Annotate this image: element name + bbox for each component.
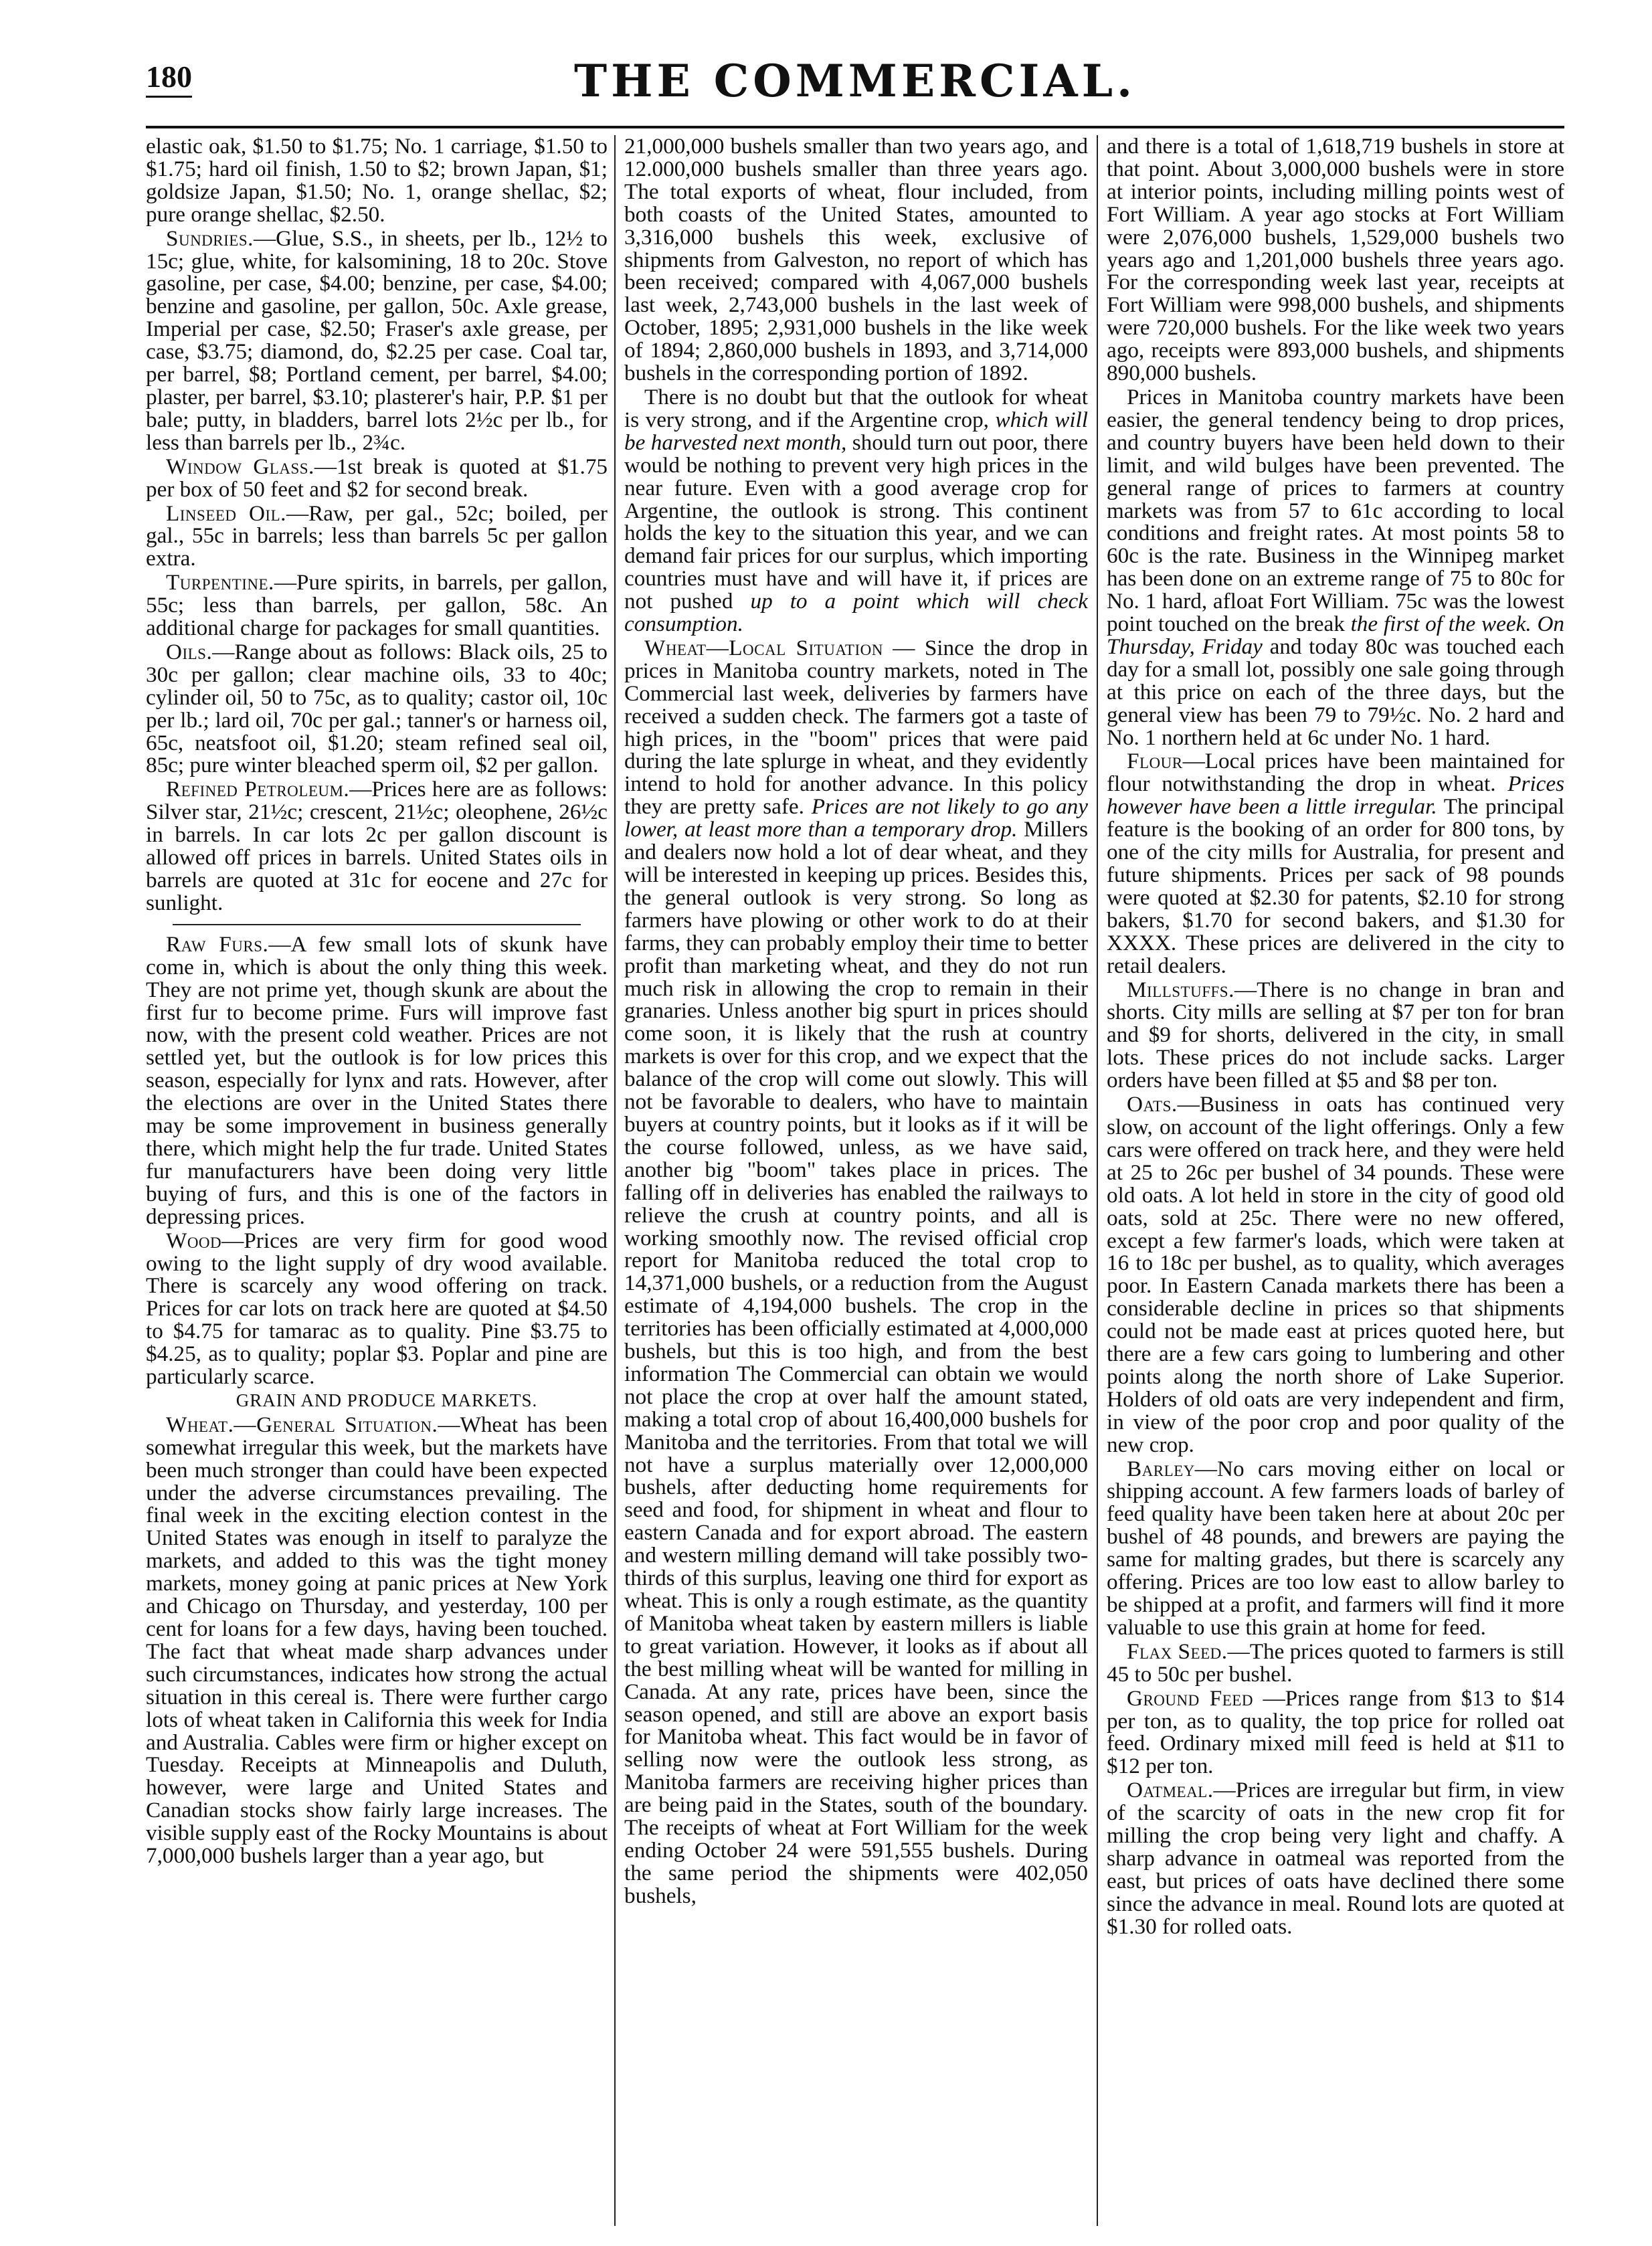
item-lead: Turpentine. [166,570,274,595]
item-body: —Business in oats has continued very slow, on account of the light offerings. Only a few cars were offered on track here, and they were held at 25 to 26c per bushel of 34 pounds. These were old oats. A lot held in store in the city of good old oats, sold at 25c. There were no new offered, except a few farmer's loads, which were taken at 16 to 18c per bushel, as to quality, which averages poor. In Eastern Canada markets there has been a considerable decline in prices so that shipments could not be made east at prices quoted here, but there are a few cars going to lumbering and other points along the north shore of Lake Superior. Holders of old oats are very independent and firm, in view of the poor crop and poor quality of the new crop. [1107,1092,1564,1457]
item-body: —Prices are very firm for good wood owing to the light supply of dry wood available. There is scarcely any wood offering on track. Prices for car lots on track here are quoted at $4.50 to $4.75 for tamarac as to quality. Pine $3.75 to $4.25, as to quality; poplar $3. Poplar and pine are particularly scarce. [146,1228,608,1390]
item-body: —Range about as follows: Black oils, 25 to 30c per gallon; clear machine oils, 33 to 40c; cylinder oil, 50 to 75c, as to quality; castor oil, 10c per lb.; lard oil, 70c per gal.; tanner's or harness oil, 65c, neatsfoot oil, $1.20; steam refined seal oil, 85c; pure winter bleached sperm oil, $2 per gallon. [146,639,608,778]
paragraph: elastic oak, $1.50 to $1.75; No. 1 carriage, $1.50 to $1.75; hard oil finish, 1.50 to $2; brown Japan, $1; goldsize Japan, $1.50; No. 1, orange shellac, $2; pure orange shellac, $2.50. [146,135,608,227]
paragraph-flax-seed [1107,1641,1564,1686]
paragraph-ground-feed [1107,1687,1564,1778]
italic-run: up to a point which will check consumption. [624,589,1088,637]
text-run: There is no doubt but that the outlook for wheat is very strong, and if the Argentine crop, [624,384,1088,432]
paragraph-window-glass [146,456,608,501]
page-number: 180 [146,59,192,98]
paragraph-country-prices [1107,386,1564,749]
paragraph-turpentine [146,571,608,640]
text-run: Prices in Manitoba country markets have been easier, the general tendency being to drop prices, and country buyers have been held down to their limit, and wild bulges have been prevented. The general range of prices to farmers at country markets was from 57 to 61c according to local conditions and freight rates. At most points 58 to 60c is the rate. Business in the Winnipeg market has been done on an extreme range of 75 to 80c for No. 1 hard, afloat Fort William. 75c was the lowest point touched on the break [1107,384,1564,637]
item-lead: Oatmeal. [1127,1778,1214,1803]
paragraph: 21,000,000 bushels smaller than two years ago, and 12.000,000 bushels smaller than three years ago. The total exports of wheat, flour included, from both coasts of the United States, amounted to 3,316,000 bushels this week, exclusive of shipments from Galveston, no report of which has been received; compared with 4,067,000 bushels last week, 2,743,000 bushels in the last week of October, 1895; 2,931,000 bushels in the like week of 1894; 2,860,000 bushels in 1893, and 3,714,000 bushels in the corresponding portion of 1892. [624,135,1088,386]
item-body: —Glue, S.S., in sheets, per lb., 12½ to 15c; glue, white, for kalsomining, 18 to 20c. Stove gasoline, per case, $4.00; benzine, per case, $4.00; benzine and gasoline, per gallon, 50c. Axle grease, Imperial per case, $2.50; Fraser's axle grease, per case, $3.75; diamond, do, $2.25 per case. Coal tar, per barrel, $8; Portland cement, per barrel, $4.00; plaster, per barrel, $3.10; plasterer's hair, P.P. $1 per bale; putty, in bladders, barrel lots 2½c per lb., for less than barrels per lb., 2¾c. [146,225,608,455]
item-body: —The prices quoted to farmers is still 45 to 50c per bushel. [1107,1639,1564,1687]
paragraph-wheat-local [624,637,1088,1907]
section-divider [173,924,581,925]
item-body: —Pure spirits, in barrels, per gallon, 55c; less than barrels, per gallon, 58c. An additional charge for packages for small quantities. [146,570,608,641]
italic-run: Prices however have been a little irregular. [1107,771,1564,820]
column-1 [146,135,608,2226]
item-lead: Flour [1127,749,1183,774]
item-lead: Wood [166,1228,222,1253]
paragraph-oats [1107,1093,1564,1457]
item-lead: Flax Seed. [1127,1639,1228,1664]
italic-run: the first of the week. On Thursday, Friday [1107,612,1564,659]
text-run: should turn out poor, there would be nothing to prevent very high prices in the near future. Even with a good average crop for Argentine, the outlook is strong. This continent holds the key to the situation this year, and we can demand fair prices for our surplus, which importing countries must have and will have it, if prices are not pushed [624,430,1088,614]
item-lead: Wheat.—General Situation. [166,1412,438,1437]
item-body: —Wheat has been somewhat irregular this week, but the markets have been much stronger than could have been expected under the adverse circumstances prevailing. The final week in the exciting election contest in the United States was enough in itself to paralyze the markets, and added to this was the tight money markets, money going at panic prices at New York and Chicago on Thursday, and yesterday, 100 per cent for loans for a few days, having been touched. The fact that wheat made sharp advances under such circumstances, indicates how strong the actual situation in this cereal is. There were further cargo lots of wheat taken in California this week for India and Australia. Cables were firm or higher except on Tuesday. Receipts at Minneapolis and Duluth, however, were large and United States and Canadian stocks show fairly large increases. The visible supply east of the Rocky Mountains is about 7,000,000 bushels larger than a year ago, but [146,1412,608,1869]
item-body: —There is no change in bran and shorts. City mills are selling at $7 per ton for bran and $9 for shorts, delivered in the city, in small lots. These prices do not include sacks. Larger orders have been filled at $5 and $8 per ton. [1107,977,1564,1093]
item-lead: Oils. [166,639,213,664]
item-lead: Wheat—Local Situation [644,635,883,660]
item-body: —Prices range from $13 to $14 per ton, as to quality, the top price for rolled oat feed. Ordinary mixed mill feed is held at $11 to $12 per ton. [1107,1685,1564,1779]
item-body: —No cars moving either on local or shipping account. A few farmers loads of barley of feed quality have been taken here at about 20c per bushel of 48 pounds, and brewers are paying the same for malting grades, but there is scarcely any offering. Prices are too low east to allow barley to be shipped at a profit, and farmers will find it more valuable to use this grain at home for feed. [1107,1456,1564,1640]
paragraph-linseed-oil [146,502,608,571]
item-lead: Oats. [1127,1092,1178,1117]
masthead-title: THE COMMERCIAL. [573,55,1137,107]
column-3 [1107,135,1564,2226]
item-body: —Raw, per gal., 52c; boiled, per gal., 55c in barrels; less than barrels 5c per gallon extra. [146,500,608,571]
item-body: The principal feature is the booking of an order for 800 tons, by one of the city mills for Australia, for present and future shipments. Prices per sack of 98 pounds were quoted at $2.30 for patents, $2.10 for strong bakers, $1.70 for second bakers, and $1.30 for XXXX. These prices are delivered in the city to retail dealers. [1107,794,1564,978]
paragraph-barley [1107,1458,1564,1639]
item-lead: Window Glass. [166,454,314,479]
item-lead: Linseed Oil. [166,500,286,526]
paragraph-wheat-general [146,1414,608,1867]
item-lead: Refined Petroleum. [166,777,350,802]
paragraph-oils [146,641,608,777]
column-2 [624,135,1088,2226]
paragraph: and there is a total of 1,618,719 bushels in store at that point. About 3,000,000 bushels were in store at interior points, including milling points west of Fort William. A year ago stocks at Fort William were 2,076,000 bushels, 1,529,000 bushels two years ago and 1,201,000 bushels three years ago. For the corresponding week last year, receipts at Fort William were 998,000 bushels, and shipments were 720,000 bushels. For the like week two years ago, receipts were 893,000 bushels, and shipments 890,000 bushels. [1107,135,1564,386]
paragraph-wood [146,1230,608,1388]
column-divider [614,135,616,2226]
item-body: Millers and dealers now hold a lot of dear wheat, and they will be interested in keeping up prices. Besides this, the general outlook is very strong. So long as farmers have plowing or other work to do at their farms, they can probably employ their time to better profit than marketing wheat, and they do not run much risk in allowing the crop to remain in their granaries. Unless another big spurt in prices should come soon, it is likely that the rush at country markets is over for this crop, and we expect that the balance of the crop will come out slowly. This will not be favorable to dealers, who have to maintain buyers at country points, but it looks as if it will be the course followed, unless, as we have said, another big "boom" takes place in prices. The falling off in deliveries has enabled the railways to relieve the crush at country points, and all is working smoothly now. The revised official crop report for Manitoba reduced the total crop to 14,371,000 bushels, or a reduction from the August estimate of 4,194,000 bushels. The crop in the territories has been officially estimated at 4,000,000 bushels, but this is too high, and from the best information The Commercial can obtain we would not place the crop at over half the amount stated, making a total crop of about 16,400,000 bushels for Manitoba and the territories. From that total we will not have a surplus materially over 12,000,000 bushels, after deducting home requirements for seed and food, for shipment in wheat and flour to eastern Canada and for export abroad. The eastern and western milling demand will take possibly two-thirds of this surplus, leaving one third for export as wheat. This is only a rough estimate, as the quantity of Manitoba wheat taken by eastern millers is liable to great variation. However, it looks as if about all the best milling wheat will be wanted for milling in Canada. At any rate, prices have been, since the season opened, and still are above an export basis for Manitoba wheat. This fact would be in favor of selling now were the outlook less strong, as Manitoba farmers are receiving higher prices than are being paid in the States, south of the boundary. The receipts of wheat at Fort William for the week ending October 24 were 591,555 bushels. During the same period the shipments were 402,050 bushels, [624,817,1088,1908]
paragraph-petroleum [146,778,608,914]
item-body: —Prices are irregular but firm, in view of the scarcity of oats in the new crop fit for milling the crop being very light and chaffy. A sharp advance in oatmeal was reported from the east, but prices of oats have declined there some since the advance in meal. Round lots are quoted at $1.30 for rolled oats. [1107,1778,1564,1939]
item-lead: Barley [1127,1456,1195,1481]
section-heading: GRAIN AND PRODUCE MARKETS. [236,1390,538,1410]
paragraph-oatmeal [1107,1779,1564,1938]
italic-run: which will be harvested next month, [624,407,1088,455]
item-lead: Raw Furs. [166,931,269,957]
item-lead: Millstuffs. [1127,977,1234,1002]
item-body: —1st break is quoted at $1.75 per box of 50 feet and $2 for second break. [146,454,608,502]
italic-run: Prices are not likely to go any lower, at least more than a temporary drop. [624,794,1088,842]
item-lead: Sundries. [166,225,254,251]
header-rule [146,126,1564,128]
paragraph-sundries [146,227,608,454]
paragraph-raw-furs [146,933,608,1228]
item-body: —A few small lots of skunk have come in, which is about the only thing this week. They are not prime yet, though skunk are about the first fur to become prime. Furs will improve fast now, with the present cold weather. Prices are not settled yet, but the outlook is for low prices this season, especially for lynx and rats. However, after the elections are over in the United States there may be some improvement in business generally there, which might help the fur trade. United States fur manufacturers have been doing very little buying of furs, and this is one of the factors in depressing prices. [146,931,608,1229]
item-body: —Prices here are as follows: Silver star, 21½c; crescent, 21½c; oleophene, 26½c in barrels. In car lots 2c per gallon discount is allowed off prices in barrels. United States oils in barrels are quoted at 31c for eocene and 27c for sunlight. [146,777,608,915]
column-divider [1097,135,1098,2226]
item-body: —Local prices have been maintained for flour notwithstanding the drop in wheat. [1107,749,1564,797]
text-run: and today 80c was touched each day for a small lot, possibly one sale going through at this price on each of the three days, but the general view has been 79 to 79½c. No. 2 hard and No. 1 northern held at 6c under No. 1 hard. [1107,634,1564,750]
page-header [146,55,1564,114]
paragraph-flour [1107,750,1564,977]
item-body: — Since the drop in prices in Manitoba country markets, noted in The Commercial last week, deliveries by farmers have received a sudden check. The farmers got a taste of high prices, in the "boom" prices that were paid during the late splurge in wheat, and they evidently intend to hold for another advance. In this policy they are pretty safe. [624,635,1088,820]
paragraph-millstuffs [1107,979,1564,1093]
item-lead: Ground Feed [1127,1685,1253,1711]
paragraph-outlook [624,386,1088,636]
